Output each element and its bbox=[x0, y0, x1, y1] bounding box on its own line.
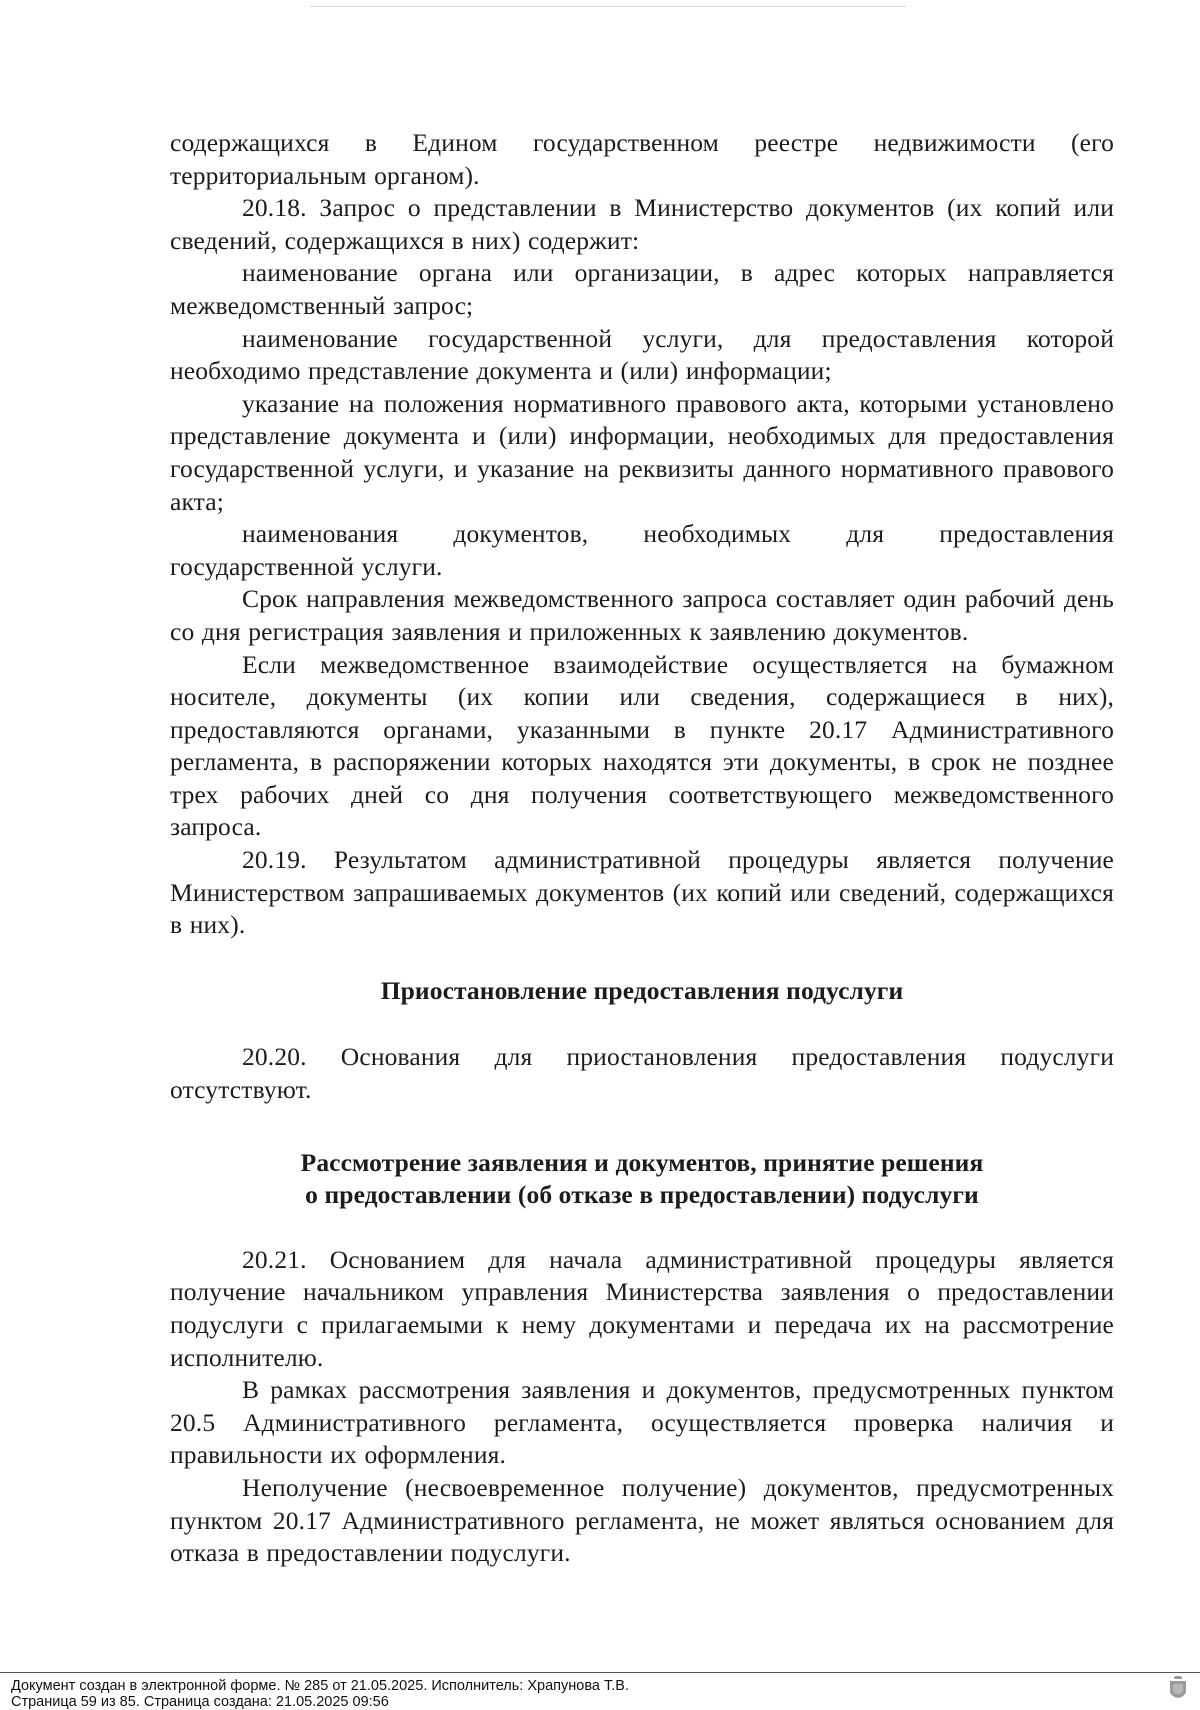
paragraph-20-20: 20.20. Основания для приостановления предоставления подуслуги отсутствуют. bbox=[170, 1042, 1114, 1105]
paragraph-request-item-documents: наименования документов, необходимых для предоставления государственной услуги. bbox=[170, 519, 1114, 581]
footer-page-info: Страница 59 из 85. Страница создана: 21.05.2025 09:56 bbox=[11, 1694, 389, 1710]
paragraph-non-receipt: Неполучение (несвоевременное получение) документов, предусмотренных пунктом 20.17 Административного регламента, не может являться основанием для отказа в предоставлении подуслуги. bbox=[170, 1472, 1114, 1568]
footer-document-info: Документ создан в электронной форме. № 285 от 21.05.2025. Исполнитель: Храпунова Т.В. bbox=[11, 1678, 629, 1694]
paragraph-request-deadline: Срок направления межведомственного запроса составляет один рабочий день со дня регистрация заявления и приложенных к заявлению документов. bbox=[170, 584, 1114, 646]
coat-of-arms-icon bbox=[1167, 1676, 1189, 1698]
document-footer bbox=[11, 1678, 629, 1710]
paragraph-20-21: 20.21. Основанием для начала административной процедуры является получение начальником управления Министерства заявления о предоставлении подуслуги с прилагаемыми к нему документами и передача их на рассмотрение исполнителю. bbox=[170, 1244, 1114, 1372]
paragraph-request-item-act: указание на положения нормативного правового акта, которыми установлено представление документа и (или) информации, необходимых для предоставления государственной услуги, и указание на реквизиты данного нормативного правового акта; bbox=[170, 388, 1114, 516]
paragraph-20-19: 20.19. Результатом административной процедуры является получение Министерством запрашиваемых документов (их копий или сведений, содержащихся в них). bbox=[170, 845, 1114, 940]
paragraph-20-18: 20.18. Запрос о представлении в Министерство документов (их копий или сведений, содержащихся в них) содержит: bbox=[170, 193, 1114, 255]
paragraph-review-check: В рамках рассмотрения заявления и документов, предусмотренных пунктом 20.5 Административного регламента, осуществляется проверка наличия и правильности их оформления. bbox=[170, 1375, 1114, 1470]
section-heading-review-line-1: Рассмотрение заявления и документов, принятие решения bbox=[300, 1147, 984, 1177]
footer-divider bbox=[0, 1672, 1200, 1673]
document-page bbox=[170, 127, 1114, 1570]
top-scan-rule bbox=[310, 6, 906, 7]
paragraph-paper-interaction: Если межведомственное взаимодействие осуществляется на бумажном носителе, документы (их копии или сведения, содержащиеся в них), предоставляются органами, указанными в пункте 20.17 Административного регламента, в распоряжении которых находятся эти документы, в срок не позднее трех рабочих дней со дня получения соответствующего межведомственного запроса. bbox=[170, 649, 1114, 842]
section-heading-review-line-2: о предоставлении (об отказе в предоставлении) подуслуги bbox=[305, 1180, 979, 1210]
paragraph-continuation: содержащихся в Едином государственном реестре недвижимости (его территориальным органом). bbox=[170, 128, 1114, 190]
paragraph-request-item-service: наименование государственной услуги, для предоставления которой необходимо представление документа и (или) информации; bbox=[170, 323, 1114, 386]
paragraph-request-item-organ: наименование органа или организации, в адрес которых направляется межведомственный запрос; bbox=[170, 258, 1114, 320]
section-heading-suspension: Приостановление предоставления подуслуги bbox=[380, 975, 904, 1005]
section-heading-review bbox=[170, 1147, 1114, 1212]
